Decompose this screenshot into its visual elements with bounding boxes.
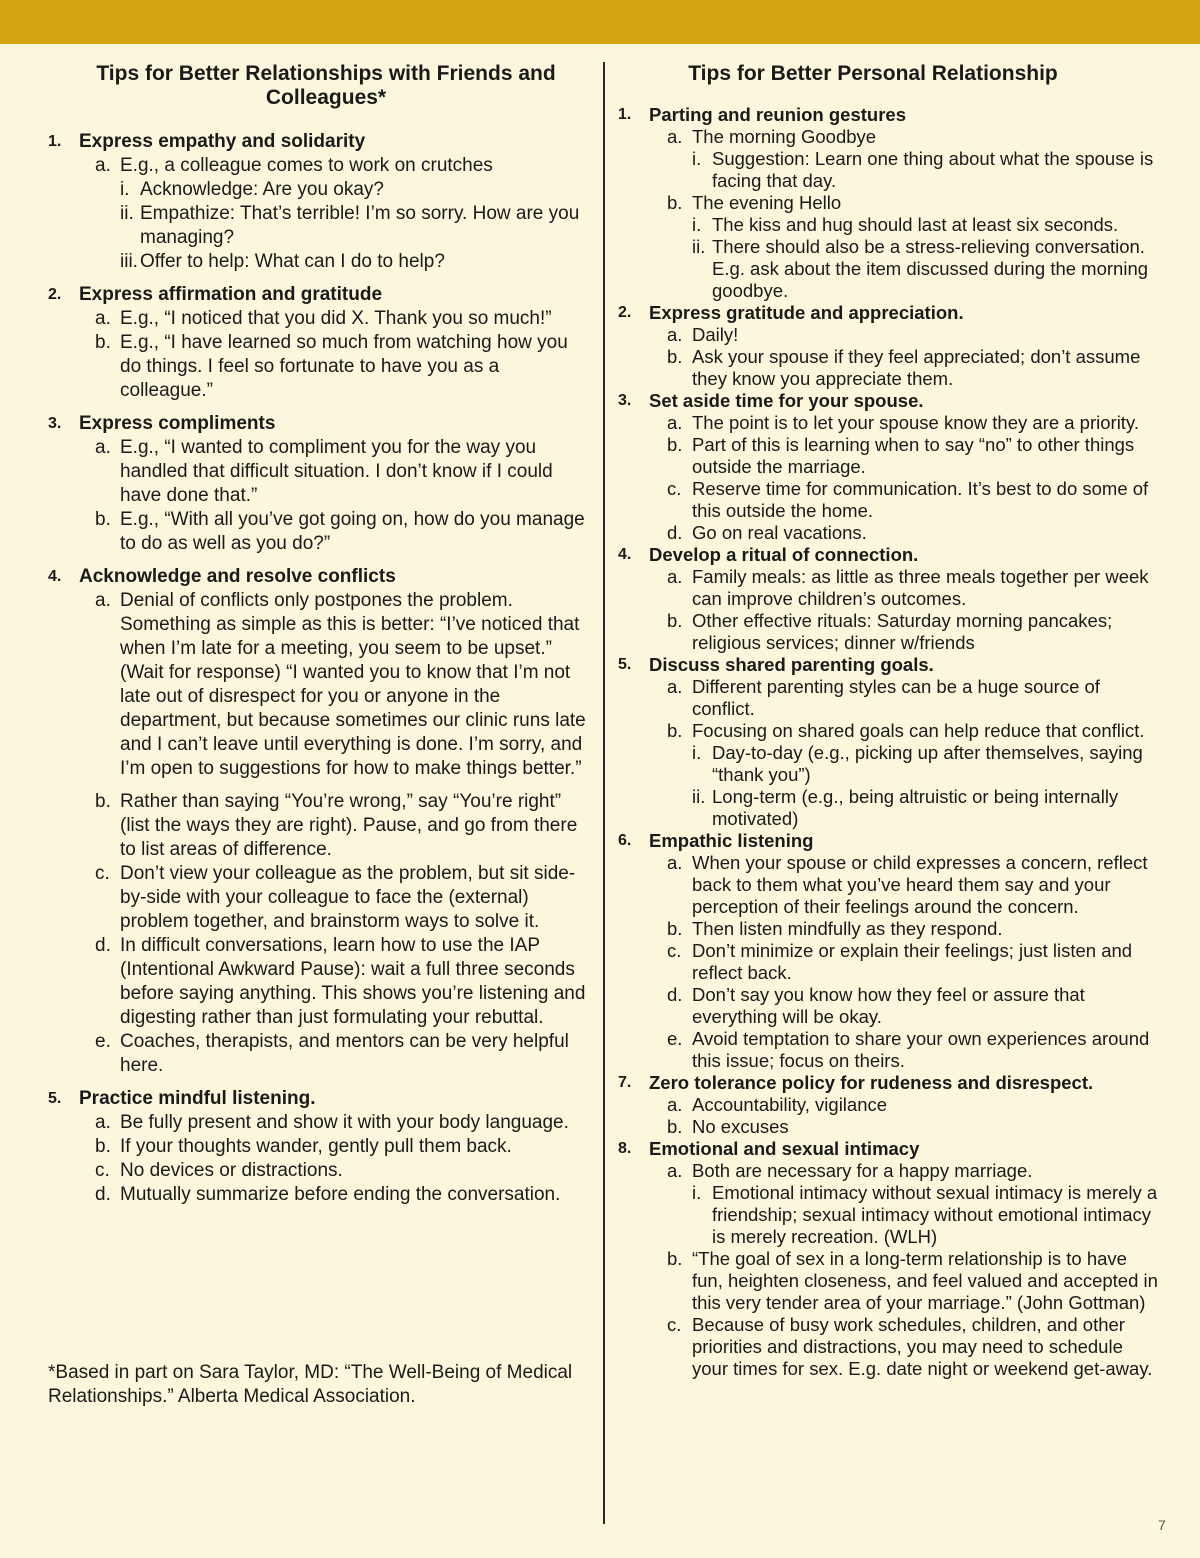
list-item	[618, 302, 1158, 390]
sub-item-text: The evening Hello	[692, 192, 842, 213]
sub-item-text: Because of busy work schedules, children, and other priorities and distractions, you may need to schedule your times for sex. E.g. date night or weekend get-away.	[692, 1314, 1153, 1379]
sub-sub-item	[120, 250, 588, 274]
sub-item-text: E.g., “With all you’ve got going on, how do you manage to do as well as you do?”	[120, 509, 585, 554]
page-number: 7	[1158, 1517, 1166, 1533]
item-heading: Empathic listening	[649, 830, 814, 851]
item-number: 6.	[618, 832, 632, 849]
sub-item-marker: a.	[667, 324, 683, 345]
list-item	[618, 1072, 1158, 1138]
sub-item	[95, 508, 588, 556]
sub-sub-item-marker: i.	[692, 148, 702, 169]
sub-item	[667, 434, 1158, 478]
item-heading: Express gratitude and appreciation.	[649, 302, 964, 323]
sub-item-marker: b.	[667, 720, 683, 741]
item-number: 1.	[618, 106, 632, 123]
sub-item	[95, 790, 588, 862]
sub-sub-item-text: Suggestion: Learn one thing about what the spouse is facing that day.	[712, 148, 1154, 191]
sub-item-text: Daily!	[692, 324, 739, 345]
sub-list	[649, 324, 1158, 390]
sub-item-text: Family meals: as little as three meals together per week can improve children’s outcomes.	[692, 566, 1149, 609]
footnote: *Based in part on Sara Taylor, MD: “The Well-Being of Medical Relationships.” Alberta Medical Association.	[48, 1362, 573, 1407]
sub-item	[667, 324, 1158, 346]
sub-list	[649, 126, 1158, 302]
item-number: 4.	[618, 546, 632, 563]
list-item	[618, 654, 1158, 830]
sub-item	[667, 676, 1158, 720]
sub-item-marker: d.	[667, 522, 683, 543]
sub-item	[667, 610, 1158, 654]
sub-item-text: “The goal of sex in a long-term relationship is to have fun, heighten closeness, and feel valued and accepted in this very tender area of your marriage.” (John Gottman)	[692, 1248, 1158, 1313]
sub-item-text: Both are necessary for a happy marriage.	[692, 1160, 1033, 1181]
sub-item-text: Different parenting styles can be a huge source of conflict.	[692, 676, 1100, 719]
sub-item-marker: a.	[667, 126, 683, 147]
sub-sub-item	[120, 178, 588, 202]
sub-item-text: Don’t view your colleague as the problem, but sit side-by-side with your colleague to face the (external) problem together, and brainstorm ways to solve it.	[120, 863, 576, 932]
sub-item	[95, 331, 588, 403]
sub-item	[95, 1159, 588, 1183]
sub-sub-item	[692, 742, 1158, 786]
sub-sub-list	[692, 214, 1158, 302]
sub-list	[79, 307, 588, 403]
sub-item-marker: a.	[95, 590, 111, 611]
sub-item	[95, 436, 588, 508]
sub-list	[649, 676, 1158, 830]
list-item	[48, 130, 588, 274]
sub-sub-item-text: The kiss and hug should last at least six seconds.	[712, 214, 1119, 235]
sub-item-marker: a.	[667, 1094, 683, 1115]
item-heading: Acknowledge and resolve conflicts	[79, 566, 396, 587]
sub-sub-list	[692, 1182, 1158, 1248]
sub-item-text: The morning Goodbye	[692, 126, 877, 147]
sub-item-text: Mutually summarize before ending the conversation.	[120, 1184, 561, 1205]
sub-item-text: E.g., “I noticed that you did X. Thank you so much!”	[120, 308, 552, 329]
sub-item-marker: d.	[667, 984, 683, 1005]
sub-sub-item-marker: i.	[692, 742, 702, 763]
item-heading: Express empathy and solidarity	[79, 131, 366, 152]
sub-list	[79, 589, 588, 1078]
right-tips-list	[618, 104, 1158, 1380]
sub-item-text: Go on real vacations.	[692, 522, 867, 543]
left-tips-list	[48, 130, 588, 1207]
sub-item-marker: b.	[667, 192, 683, 213]
sub-item-marker: c.	[667, 478, 682, 499]
sub-item-marker: c.	[95, 863, 110, 884]
item-number: 3.	[48, 415, 62, 432]
sub-item	[667, 852, 1158, 918]
sub-item	[667, 566, 1158, 610]
sub-item-marker: b.	[667, 918, 683, 939]
sub-item-marker: b.	[667, 1248, 683, 1269]
sub-item	[95, 307, 588, 331]
sub-sub-item	[692, 214, 1158, 236]
sub-item-text: E.g., a colleague comes to work on crutches	[120, 155, 493, 176]
right-column-title: Tips for Better Personal Relationship	[688, 62, 1058, 85]
sub-item-marker: d.	[95, 935, 111, 956]
item-heading: Emotional and sexual intimacy	[649, 1138, 920, 1159]
item-heading: Express affirmation and gratitude	[79, 284, 383, 305]
sub-item-marker: a.	[667, 1160, 683, 1181]
sub-item-text: Then listen mindfully as they respond.	[692, 918, 1003, 939]
sub-item	[667, 412, 1158, 434]
sub-sub-item-text: Empathize: That’s terrible! I’m so sorry. How are you managing?	[140, 203, 580, 248]
sub-item	[95, 1183, 588, 1207]
item-number: 2.	[48, 286, 62, 303]
sub-item-text: No devices or distractions.	[120, 1160, 343, 1181]
sub-item	[667, 1248, 1158, 1314]
right-column	[618, 62, 1158, 1380]
list-item	[48, 1087, 588, 1207]
sub-sub-item-text: Emotional intimacy without sexual intimacy is merely a friendship; sexual intimacy without emotional intimacy is merely recreation. (WLH)	[712, 1182, 1158, 1247]
sub-sub-list	[120, 178, 588, 274]
item-number: 5.	[618, 656, 632, 673]
left-column	[48, 62, 588, 1216]
sub-item-text: Reserve time for communication. It’s best to do some of this outside the home.	[692, 478, 1149, 521]
sub-sub-item-marker: i.	[692, 1182, 702, 1203]
item-heading: Zero tolerance policy for rudeness and disrespect.	[649, 1072, 1094, 1093]
sub-item-text: Focusing on shared goals can help reduce that conflict.	[692, 720, 1145, 741]
list-item	[48, 283, 588, 403]
sub-item-marker: e.	[95, 1031, 111, 1052]
sub-list	[79, 154, 588, 274]
sub-item	[667, 918, 1158, 940]
sub-item-text: Don’t say you know how they feel or assure that everything will be okay.	[692, 984, 1085, 1027]
sub-sub-item-marker: iii.	[120, 251, 138, 272]
sub-item-text: Be fully present and show it with your body language.	[120, 1112, 569, 1133]
sub-item	[95, 862, 588, 934]
sub-sub-item	[692, 236, 1158, 302]
sub-item-text: Don’t minimize or explain their feelings; just listen and reflect back.	[692, 940, 1133, 983]
sub-sub-item-marker: ii.	[692, 786, 706, 807]
sub-item	[667, 984, 1158, 1028]
list-item	[618, 544, 1158, 654]
sub-item	[95, 589, 588, 781]
sub-item-marker: c.	[667, 1314, 682, 1335]
sub-item	[95, 1111, 588, 1135]
sub-list	[649, 1094, 1158, 1138]
sub-item-text: Ask your spouse if they feel appreciated; don’t assume they know you appreciate them.	[692, 346, 1141, 389]
sub-item-marker: a.	[667, 852, 683, 873]
left-column-title: Tips for Better Relationships with Friends and Colleagues*	[96, 62, 556, 109]
sub-item-marker: a.	[95, 1112, 111, 1133]
sub-item-marker: a.	[95, 437, 111, 458]
sub-item-marker: a.	[667, 676, 683, 697]
sub-item	[95, 934, 588, 1030]
sub-item	[667, 1116, 1158, 1138]
sub-list	[649, 412, 1158, 544]
header-bar	[0, 0, 1200, 44]
item-heading: Set aside time for your spouse.	[649, 390, 924, 411]
sub-item-marker: b.	[95, 332, 111, 353]
sub-item-text: E.g., “I have learned so much from watching how you do things. I feel so fortunate to have you as a colleague.”	[120, 332, 568, 401]
list-item	[48, 565, 588, 1078]
sub-sub-item-marker: ii.	[120, 203, 134, 224]
sub-item	[667, 192, 1158, 302]
sub-item-marker: a.	[667, 566, 683, 587]
sub-item	[667, 522, 1158, 544]
sub-item-text: The point is to let your spouse know they are a priority.	[692, 412, 1139, 433]
sub-item	[95, 154, 588, 274]
item-heading: Practice mindful listening.	[79, 1088, 316, 1109]
sub-item-marker: a.	[95, 308, 111, 329]
sub-item	[667, 1094, 1158, 1116]
sub-item	[667, 720, 1158, 830]
sub-item	[667, 940, 1158, 984]
sub-list	[649, 852, 1158, 1072]
sub-sub-item-marker: i.	[692, 214, 702, 235]
sub-item-marker: d.	[95, 1184, 111, 1205]
sub-item	[667, 346, 1158, 390]
sub-item-marker: b.	[667, 610, 683, 631]
sub-sub-item-text: Offer to help: What can I do to help?	[140, 251, 445, 272]
sub-item-text: Denial of conflicts only postpones the problem. Something as simple as this is better: “I’ve noticed that when I’m late for a meeting, you seem to be upset.” (Wait for response) “I wanted you to know that I’m not late out of disrespect for you or anyone in the department, but because sometimes our clinic runs late and I can’t leave until everything is done. I’m sorry, and I’m open to suggestions for how to make things better.”	[120, 590, 586, 779]
sub-sub-item-marker: i.	[120, 179, 130, 200]
list-item	[618, 390, 1158, 544]
sub-sub-item	[120, 202, 588, 250]
sub-sub-item-text: Acknowledge: Are you okay?	[140, 179, 384, 200]
item-number: 7.	[618, 1074, 632, 1091]
sub-sub-list	[692, 148, 1158, 192]
item-number: 5.	[48, 1090, 62, 1107]
item-number: 3.	[618, 392, 632, 409]
list-item	[618, 104, 1158, 302]
sub-item	[95, 1030, 588, 1078]
sub-item	[667, 478, 1158, 522]
sub-item	[95, 1135, 588, 1159]
sub-sub-list	[692, 742, 1158, 830]
sub-item-marker: a.	[95, 155, 111, 176]
sub-sub-item-text: Long-term (e.g., being altruistic or being internally motivated)	[712, 786, 1119, 829]
sub-item	[667, 1028, 1158, 1072]
sub-item-marker: b.	[95, 1136, 111, 1157]
sub-item-text: Accountability, vigilance	[692, 1094, 888, 1115]
sub-item-marker: a.	[667, 412, 683, 433]
sub-sub-item-text: Day-to-day (e.g., picking up after themselves, saying “thank you”)	[712, 742, 1143, 785]
sub-item	[667, 126, 1158, 192]
sub-item-marker: b.	[95, 509, 111, 530]
sub-item-marker: c.	[667, 940, 682, 961]
sub-item-marker: b.	[95, 791, 111, 812]
sub-item-text: No excuses	[692, 1116, 789, 1137]
sub-item-text: E.g., “I wanted to compliment you for the way you handled that difficult situation. I don’t know if I could have done that.”	[120, 437, 553, 506]
sub-item-text: Other effective rituals: Saturday morning pancakes; religious services; dinner w/friends	[692, 610, 1113, 653]
sub-list	[79, 436, 588, 556]
sub-sub-item-marker: ii.	[692, 236, 706, 257]
sub-item-text: When your spouse or child expresses a concern, reflect back to them what you’ve heard them say and your perception of their feelings around the concern.	[692, 852, 1148, 917]
sub-item-text: If your thoughts wander, gently pull them back.	[120, 1136, 512, 1157]
item-number: 1.	[48, 133, 62, 150]
list-item	[618, 830, 1158, 1072]
sub-sub-item	[692, 786, 1158, 830]
sub-item-marker: e.	[667, 1028, 683, 1049]
sub-sub-item-text: There should also be a stress-relieving conversation. E.g. ask about the item discussed during the morning goodbye.	[712, 236, 1149, 301]
column-divider	[603, 62, 605, 1524]
item-number: 2.	[618, 304, 632, 321]
item-number: 8.	[618, 1140, 632, 1157]
list-item	[618, 1138, 1158, 1380]
sub-item	[667, 1314, 1158, 1380]
sub-sub-item	[692, 148, 1158, 192]
sub-item-text: In difficult conversations, learn how to use the IAP (Intentional Awkward Pause): wait a full three seconds before saying anything. This shows you’re listening and digesting rather than just formulating your rebuttal.	[120, 935, 586, 1028]
sub-item-marker: c.	[95, 1160, 110, 1181]
sub-item-text: Coaches, therapists, and mentors can be very helpful here.	[120, 1031, 569, 1076]
sub-list	[649, 1160, 1158, 1380]
sub-list	[79, 1111, 588, 1207]
sub-item-text: Avoid temptation to share your own experiences around this issue; focus on theirs.	[692, 1028, 1150, 1071]
sub-item-text: Rather than saying “You’re wrong,” say “You’re right” (list the ways they are right). Pause, and go from there to list areas of difference.	[120, 791, 578, 860]
sub-item-marker: b.	[667, 434, 683, 455]
item-heading: Parting and reunion gestures	[649, 104, 906, 125]
item-heading: Develop a ritual of connection.	[649, 544, 919, 565]
sub-list	[649, 566, 1158, 654]
item-number: 4.	[48, 568, 62, 585]
item-heading: Discuss shared parenting goals.	[649, 654, 934, 675]
sub-item-marker: b.	[667, 1116, 683, 1137]
sub-item	[667, 1160, 1158, 1248]
sub-item-marker: b.	[667, 346, 683, 367]
sub-item-text: Part of this is learning when to say “no” to other things outside the marriage.	[692, 434, 1135, 477]
sub-sub-item	[692, 1182, 1158, 1248]
item-heading: Express compliments	[79, 413, 276, 434]
list-item	[48, 412, 588, 556]
